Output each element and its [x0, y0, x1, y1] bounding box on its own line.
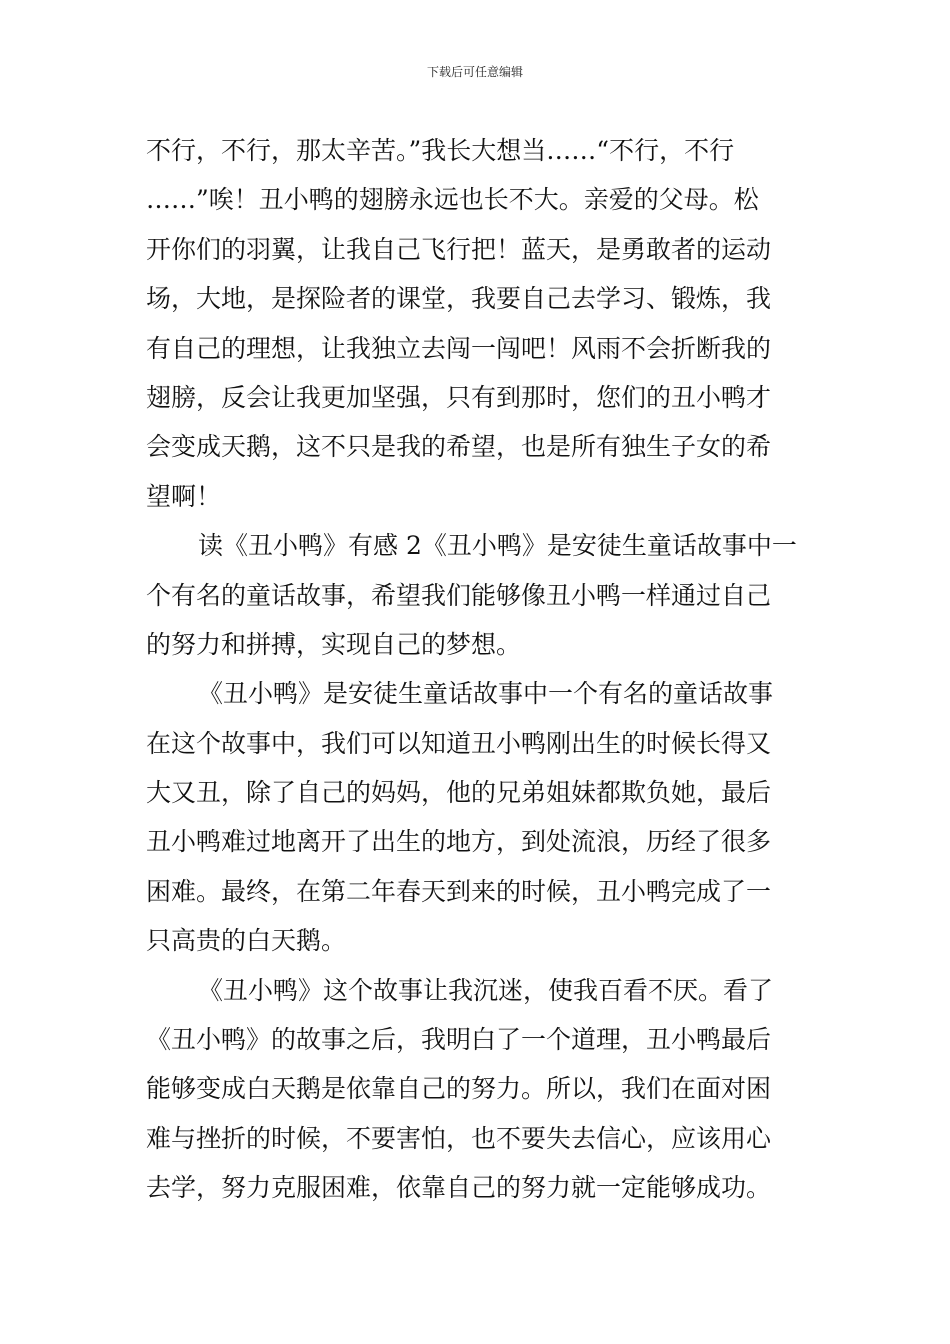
paragraph-3	[146, 669, 810, 965]
text-line: 读《丑小鸭》有感 2《丑小鸭》是安徒生童话故事中一	[198, 531, 797, 561]
paragraph-4	[146, 966, 810, 1213]
text-line: 场，大地，是探险者的课堂，我要自己去学习、锻炼，我	[146, 284, 772, 314]
paragraph-2	[146, 521, 810, 669]
text-line: 《丑小鸭》的故事之后，我明白了一个道理，丑小鸭最后	[146, 1025, 772, 1055]
text-line: 只高贵的白天鹅。	[146, 926, 347, 956]
text-line: ……”唉！丑小鸭的翅膀永远也长不大。亲爱的父母。松	[146, 185, 759, 215]
text-line: 不行，不行，那太辛苦。”我长大想当……“不行，不行	[146, 136, 735, 165]
text-line: 个有名的童话故事，希望我们能够像丑小鸭一样通过自己	[146, 580, 772, 610]
text-line: 能够变成白天鹅是依靠自己的努力。所以，我们在面对困	[146, 1074, 772, 1104]
text-line: 困难。最终，在第二年春天到来的时候，丑小鸭完成了一	[146, 876, 772, 906]
page-header: 下载后可任意编辑	[426, 65, 523, 79]
text-line: 的努力和拼搏，实现自己的梦想。	[146, 629, 522, 659]
text-line: 难与挫折的时候，不要害怕，也不要失去信心，应该用心	[146, 1123, 772, 1153]
text-line: 丑小鸭难过地离开了出生的地方，到处流浪，历经了很多	[146, 827, 772, 857]
paragraph-1	[146, 126, 810, 521]
text-line: 会变成天鹅，这不只是我的希望，也是所有独生子女的希	[146, 432, 772, 462]
text-line: 有自己的理想，让我独立去闯一闯吧！风雨不会折断我的	[146, 333, 772, 363]
text-line: 《丑小鸭》这个故事让我沉迷，使我百看不厌。看了	[198, 975, 774, 1005]
text-line: 去学，努力克服困难，依靠自己的努力就一定能够成功。	[146, 1173, 772, 1203]
text-line: 《丑小鸭》是安徒生童话故事中一个有名的童话故事	[198, 679, 774, 709]
document-body	[146, 126, 810, 1213]
text-line: 开你们的羽翼，让我自己飞行把！蓝天，是勇敢者的运动	[146, 234, 772, 264]
text-line: 大又丑，除了自己的妈妈，他的兄弟姐妹都欺负她，最后	[146, 778, 772, 808]
text-line: 翅膀，反会让我更加坚强，只有到那时，您们的丑小鸭才	[146, 382, 772, 412]
text-line: 在这个故事中，我们可以知道丑小鸭刚出生的时候长得又	[146, 728, 772, 758]
text-line: 望啊！	[146, 481, 222, 511]
